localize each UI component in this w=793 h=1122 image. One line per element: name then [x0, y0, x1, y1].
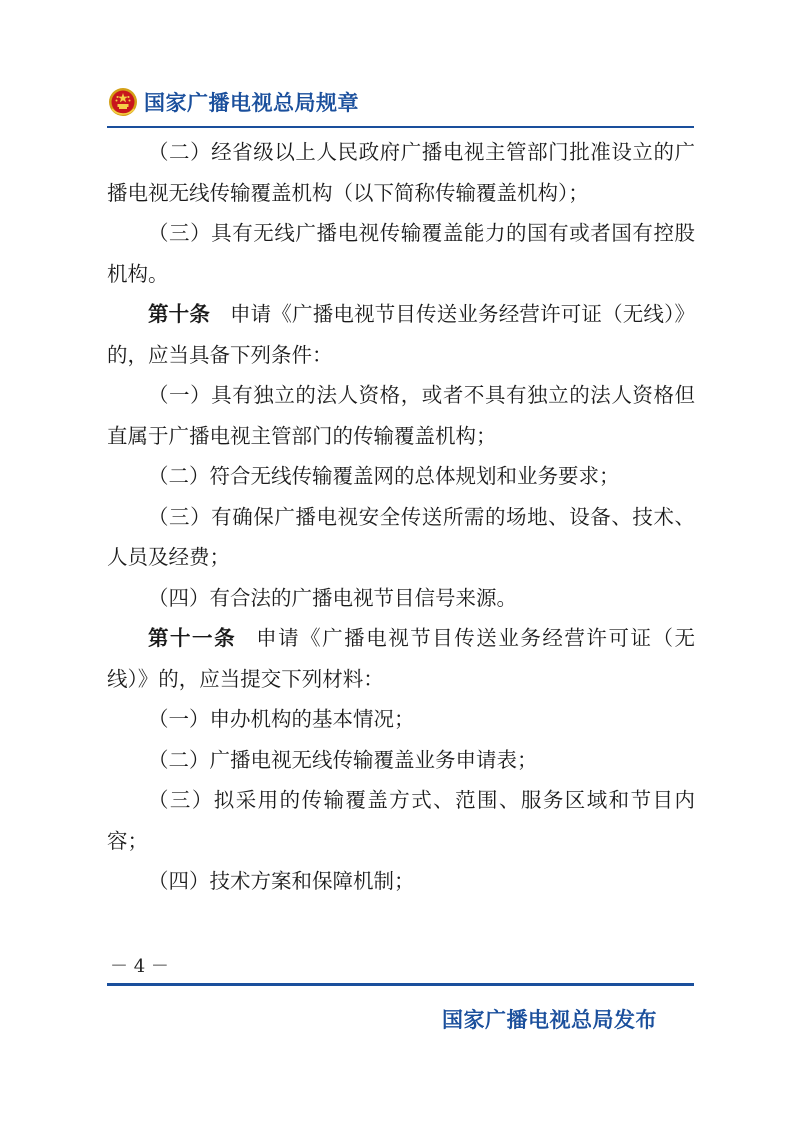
paragraph-text: 申请《广播电视节目传送业务经营许可证（无线）》的，应当具备下列条件： — [107, 302, 696, 367]
clause-paragraph — [107, 780, 695, 861]
page-header — [108, 86, 359, 118]
article-number: 第十条 — [148, 302, 211, 326]
article-number: 第十一条 — [148, 626, 237, 650]
clause-paragraph — [107, 699, 695, 740]
paragraph-text: （四）有合法的广播电视节目信号来源。 — [148, 585, 517, 610]
header-title: 国家广播电视总局规章 — [144, 91, 359, 115]
paragraph-text: （二）广播电视无线传输覆盖业务申请表； — [148, 747, 538, 772]
footer-divider — [107, 983, 694, 986]
paragraph-text: （三）具有无线广播电视传输覆盖能力的国有或者国有控股机构。 — [107, 221, 695, 286]
clause-paragraph — [107, 132, 695, 213]
paragraph-text: （二）符合无线传输覆盖网的总体规划和业务要求； — [148, 464, 620, 488]
page-number: － 4 － — [110, 956, 169, 977]
paragraph-text: （一）申办机构的基本情况； — [148, 707, 415, 731]
clause-paragraph — [107, 861, 695, 902]
header-divider — [107, 126, 694, 128]
paragraph-text: （三）拟采用的传输覆盖方式、范围、服务区域和节目内容； — [107, 788, 695, 853]
article-paragraph — [107, 618, 695, 699]
clause-paragraph — [107, 497, 695, 578]
paragraph-text: （四）技术方案和保障机制； — [148, 869, 415, 893]
paragraph-text: （三）有确保广播电视安全传送所需的场地、设备、技术、人员及经费； — [107, 504, 695, 569]
document-body — [107, 132, 695, 902]
article-paragraph — [107, 294, 695, 375]
paragraph-text: （二）经省级以上人民政府广播电视主管部门批准设立的广播电视无线传输覆盖机构（以下简称传输覆盖机构）； — [107, 140, 695, 205]
footer-publisher: 国家广播电视总局发布 — [442, 1008, 657, 1032]
clause-paragraph — [107, 578, 695, 619]
clause-paragraph — [107, 740, 695, 781]
clause-paragraph — [107, 213, 695, 294]
paragraph-text: 申请《广播电视节目传送业务经营许可证（无线）》的，应当提交下列材料： — [107, 626, 696, 691]
national-emblem-icon — [108, 87, 138, 117]
clause-paragraph — [107, 456, 695, 497]
clause-paragraph — [107, 375, 695, 456]
paragraph-text: （一）具有独立的法人资格，或者不具有独立的法人资格但直属于广播电视主管部门的传输覆盖机构； — [107, 383, 695, 448]
